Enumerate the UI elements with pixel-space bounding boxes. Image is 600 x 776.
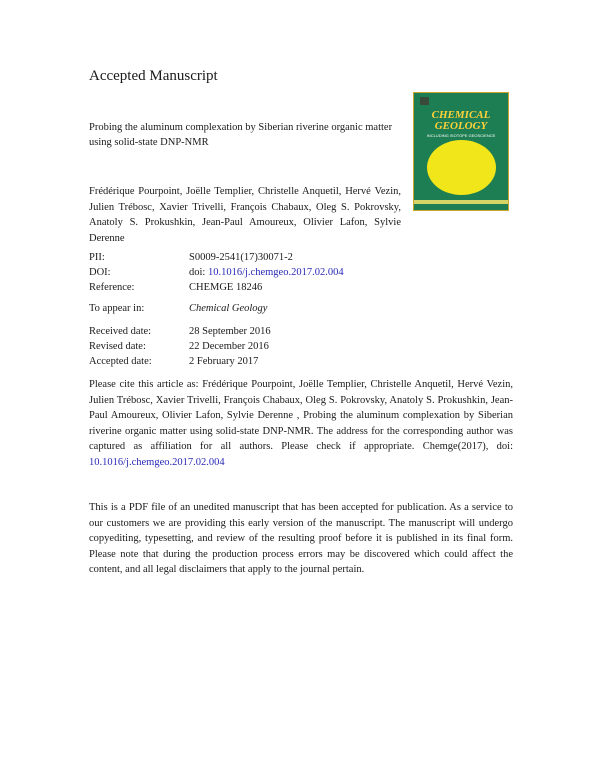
revised-label: Revised date:	[89, 341, 146, 352]
received-value: 28 September 2016	[189, 326, 271, 337]
appear-label: To appear in:	[89, 303, 145, 314]
citation-text: Please cite this article as: Frédérique Pourpoint, Joëlle Templier, Christelle Anquetil, Hervé Vezin, Julien Trébosc, Xavier Trivelli, François Chabaux, Oleg S. Pokrovsky, Anatoly S. Prokushkin, Jean-Paul Amoureux, Olivier Lafon, Sylvie Derenne , Probing the aluminum complexation by Siberian riverine organic matter using solid-state DNP-NMR. The address for the corresponding author was captured as affiliation for all authors. Please check if appropriate. Chemge(2017), doi:	[89, 379, 513, 452]
revised-value: 22 December 2016	[189, 341, 269, 352]
page-heading: Accepted Manuscript	[89, 68, 218, 84]
doi-prefix: doi:	[189, 267, 206, 278]
article-title: Probing the aluminum complexation by Siberian riverine organic matter using solid-state DNP-NMR	[89, 122, 393, 148]
appear-value: Chemical Geology	[189, 303, 268, 314]
pii-value: S0009-2541(17)30071-2	[189, 252, 293, 263]
manuscript-notice: This is a PDF file of an unedited manuscript that has been accepted for publication. As a service to our customers we are providing this early version of the manuscript. The manuscript will undergo copyediting, typesetting, and review of the resulting proof before it is published in its final form. Please note that during the production process errors may be discovered which could affect the content, and all legal disclaimers that apply to the journal pertain.	[89, 502, 513, 575]
citation-doi-link[interactable]: 10.1016/j.chemgeo.2017.02.004	[89, 456, 225, 468]
doi-label: DOI:	[89, 267, 111, 278]
cover-journal-title: CHEMICAL GEOLOGY	[431, 109, 491, 132]
cover-circle-graphic	[427, 140, 496, 195]
cover-subtitle: INCLUDING ISOTOPE GEOSCIENCE	[426, 133, 496, 138]
author-list: Frédérique Pourpoint, Joëlle Templier, Christelle Anquetil, Hervé Vezin, Julien Trébosc, Xavier Trivelli, François Chabaux, Oleg S. Pokrovsky, Anatoly S. Prokushkin, Jean-Paul Amoureux, Olivier Lafon, Sylvie Derenne	[89, 186, 401, 244]
journal-cover	[413, 92, 509, 211]
accepted-label: Accepted date:	[89, 356, 152, 367]
cover-footer-strip	[414, 200, 508, 204]
doi-link[interactable]: 10.1016/j.chemgeo.2017.02.004	[207, 267, 344, 278]
pii-label: PII:	[89, 252, 105, 263]
doi-value	[189, 265, 344, 280]
reference-value: CHEMGE 18246	[189, 282, 263, 293]
reference-label: Reference:	[89, 282, 135, 293]
received-label: Received date:	[89, 326, 152, 337]
accepted-value: 2 February 2017	[189, 356, 259, 367]
publisher-logo-icon	[420, 97, 429, 105]
citation-paragraph	[89, 377, 513, 470]
